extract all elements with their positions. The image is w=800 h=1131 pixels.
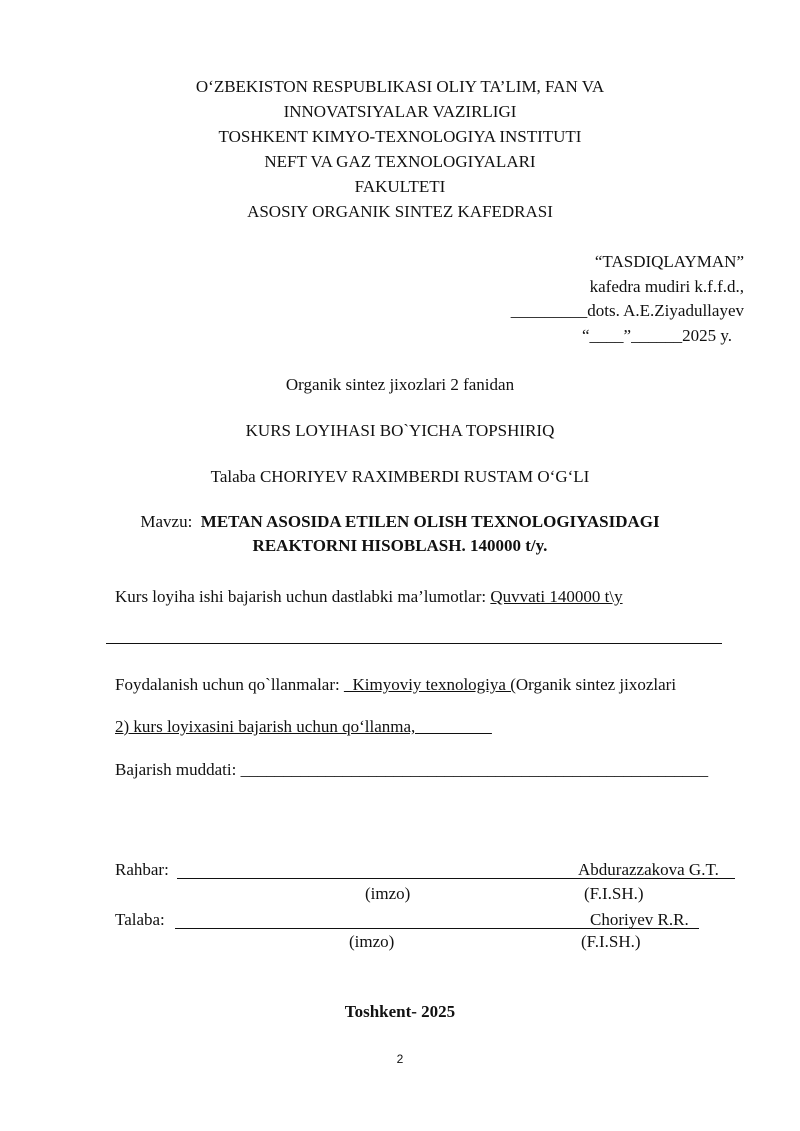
- blank-underline: [106, 643, 722, 644]
- student-sign-caption: (imzo): [349, 932, 395, 951]
- deadline-line: [115, 760, 708, 780]
- deadline-label: Bajarish muddati:: [115, 760, 237, 779]
- student-name-caption: (F.I.SH.): [581, 932, 641, 951]
- approval-position: kafedra mudiri k.f.f.d.,: [589, 277, 744, 296]
- initial-data-value: Quvvati 140000 t\y: [490, 587, 623, 606]
- topic-title-part-1: METAN ASOSIDA ETILEN OLISH TEXNOLOGIYASIDAGI: [200, 512, 660, 531]
- references-label: Foydalanish uchun qo`llanmalar:: [115, 675, 340, 694]
- approval-date-line: “____”______2025 y.: [582, 326, 732, 345]
- header-line-institute: TOSHKENT KIMYO-TEXNOLOGIYA INSTITUTI: [218, 127, 582, 146]
- references-line-1: [115, 675, 676, 695]
- supervisor-label: Rahbar:: [115, 860, 169, 879]
- student-full-name-line: Talaba CHORIYEV RAXIMBERDI RUSTAM O‘G‘LI: [210, 467, 590, 486]
- subject-line: Organik sintez jixozlari 2 fanidan: [285, 375, 515, 394]
- header-line-faculty-2: FAKULTETI: [354, 177, 446, 196]
- header-line-department: ASOSIY ORGANIK SINTEZ KAFEDRASI: [247, 202, 553, 221]
- references-value-part-1: _Kimyoviy texnologiya (: [343, 675, 516, 694]
- header-line-ministry-2: INNOVATSIYALAR VAZIRLIGI: [283, 102, 517, 121]
- header-line-ministry-1: O‘ZBEKISTON RESPUBLIKASI OLIY TA’LIM, FAN VA: [195, 77, 605, 96]
- approval-signature-line: _________dots. A.E.Ziyadullayev: [510, 301, 744, 320]
- approval-title: “TASDIQLAYMAN”: [594, 252, 744, 271]
- page-number: 2: [396, 1052, 404, 1066]
- references-line-2: 2) kurs loyixasini bajarish uchun qo‘llanma,_________: [115, 717, 492, 736]
- supervisor-name-caption: (F.I.SH.): [584, 884, 644, 903]
- supervisor-name: Abdurazzakova G.T.: [578, 860, 719, 879]
- topic-line-1: [0, 512, 800, 532]
- topic-title-part-2: REAKTORNI HISOBLASH. 140000 t/y.: [252, 536, 548, 555]
- initial-data-label: Kurs loyiha ishi bajarish uchun dastlabki ma’lumotlar:: [115, 587, 487, 606]
- references-value-part-2: Organik sintez jixozlari: [515, 675, 677, 694]
- student-label: Talaba:: [115, 910, 165, 929]
- header-line-faculty-1: NEFT VA GAZ TEXNOLOGIYALARI: [264, 152, 536, 171]
- student-name: Choriyev R.R.: [590, 910, 689, 929]
- city-year: Toshkent- 2025: [344, 1002, 456, 1021]
- supervisor-sign-caption: (imzo): [365, 884, 411, 903]
- topic-label: Mavzu:: [140, 512, 193, 531]
- assignment-title: KURS LOYIHASI BO`YICHA TOPSHIRIQ: [245, 421, 555, 440]
- deadline-value: _______________________________________________________: [240, 760, 709, 779]
- initial-data-line: [115, 587, 623, 607]
